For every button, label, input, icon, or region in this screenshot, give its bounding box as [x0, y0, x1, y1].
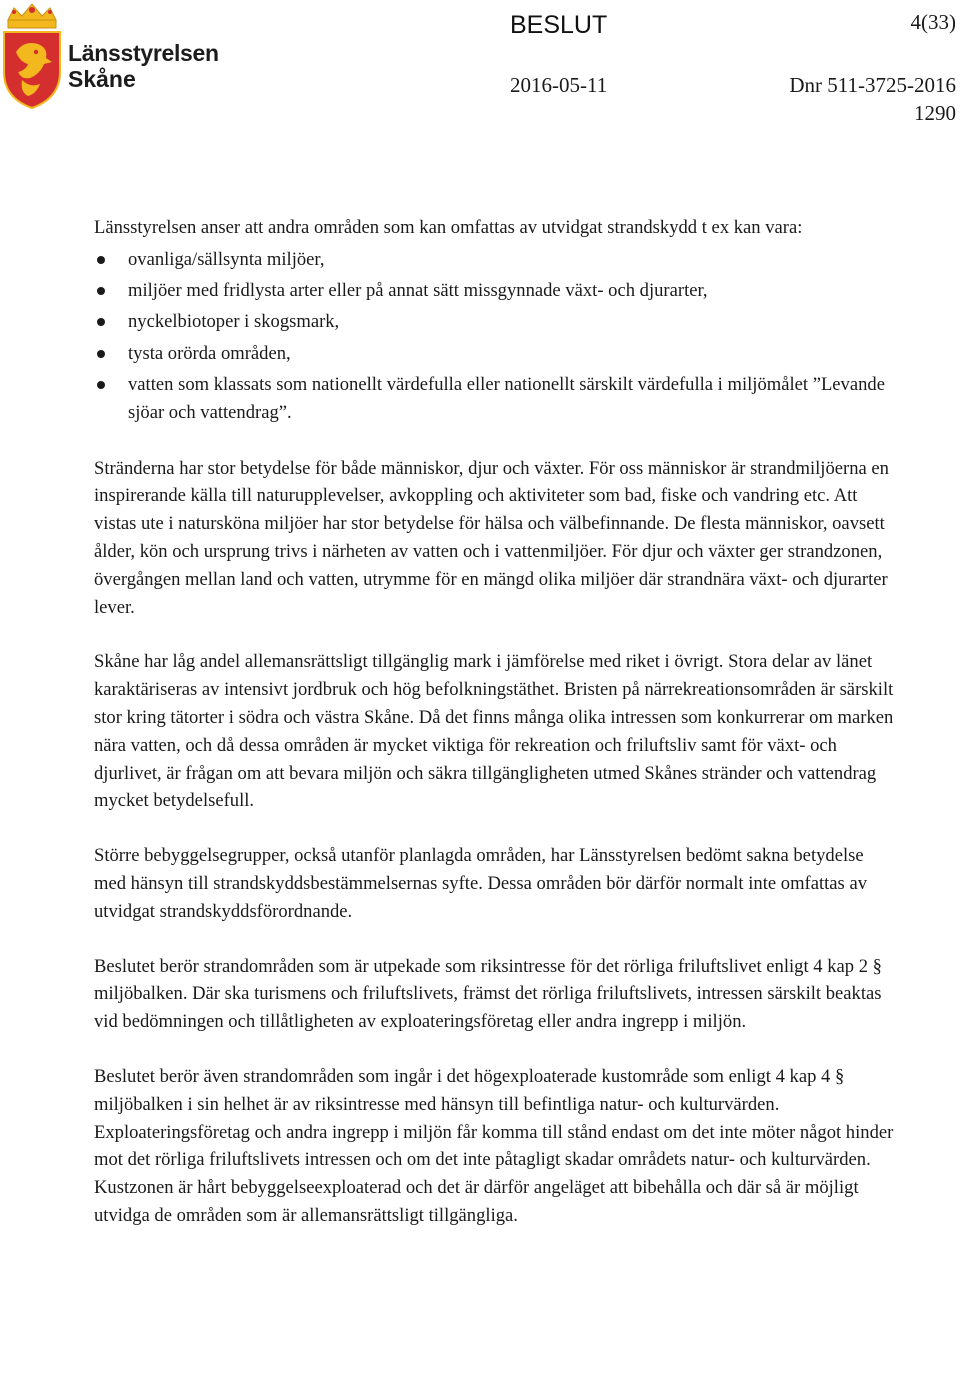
- bullet-icon: [97, 318, 105, 326]
- crest-icon: [0, 0, 64, 110]
- list-item-text: ovanliga/sällsynta miljöer,: [128, 248, 325, 270]
- document-type: BESLUT: [510, 11, 608, 39]
- logo-region: Skåne: [68, 66, 136, 92]
- document-body: [94, 214, 894, 1230]
- paragraph-national-interest: Beslutet berör strandområden som är utpekade som riksintresse för det rörliga friluftslivet enligt 4 kap 2 § miljöbalken. Där ska turismens och friluftslivets, främst det rörliga friluftslivets, intressen särskilt beaktas vid bedömningen och tillåtligheten av exploateringsföretag eller andra ingrepp i miljön.: [94, 955, 882, 1033]
- list-item: [94, 246, 894, 274]
- intro-paragraph: Länsstyrelsen anser att andra områden som kan omfattas av utvidgat strandskydd t ex kan vara:: [94, 217, 803, 238]
- document-reference-number: 1290: [914, 101, 956, 125]
- paragraph-settlements: Större bebyggelsegrupper, också utanför planlagda områden, har Länsstyrelsen bedömt sakna betydelse med hänsyn till strandskyddsbestämmelsernas syfte. Dessa områden bör därför normalt inte omfattas av utvidgat strandskyddsförordnande.: [94, 845, 867, 922]
- document-date: 2016-05-11: [510, 73, 608, 97]
- logo-name: Länsstyrelsen: [68, 40, 219, 66]
- list-item: [94, 308, 894, 336]
- page-number: 4(33): [910, 10, 956, 34]
- list-item-text: vatten som klassats som nationellt värdefulla eller nationellt särskilt värdefulla i miljömålet ”Levande sjöar och vattendrag”.: [128, 373, 885, 423]
- paragraph-shores: Stränderna har stor betydelse för både människor, djur och växter. För oss människor är strandmiljöerna en inspirerande källa till naturupplevelser, avkoppling och aktiviteter som bad, fiske och vandring etc. Att vistas ute i natursköna miljöer har stor betydelse för hälsa och välbefinnande. De flesta människor, oavsett ålder, kön och ursprung trivs i närheten av vatten och i vattenmiljöer. För djur och växter ger strandzonen, övergången mellan land och vatten, utrymme för en mängd olika miljöer där strandnära växt- och djurarter lever.: [94, 457, 889, 618]
- list-item-text: nyckelbiotoper i skogsmark,: [128, 311, 340, 333]
- lansstyrelsen-logo: [0, 0, 219, 112]
- list-item-text: miljöer med fridlysta arter eller på annat sätt missgynnade växt- och djurarter,: [128, 280, 708, 302]
- bullet-icon: [97, 350, 105, 358]
- paragraph-coastal-zone: Beslutet berör även strandområden som ingår i det högexploaterade kustområde som enligt 4 kap 4 § miljöbalken i sin helhet är av riksintresse med hänsyn till befintliga natur- och kulturvärden. Exploateringsföretag och andra ingrepp i miljön får komma till stånd endast om det inte möter något hinder mot det rörliga friluftslivets intressen och om det inte påtagligt skadar områdets natur- och kulturvärden. Kustzonen är hårt bebyggelseexploaterad och det är därför angeläget att bibehålla och där så är möjligt utvidga de områden som är allemansrättsligt tillgängliga.: [94, 1065, 894, 1226]
- document-reference: Dnr 511-3725-2016: [789, 73, 956, 97]
- list-item: [94, 340, 894, 368]
- list-item-text: tysta orörda områden,: [128, 342, 291, 364]
- bullet-list: [94, 246, 894, 427]
- bullet-icon: [97, 287, 105, 295]
- bullet-icon: [97, 256, 105, 264]
- list-item: [94, 371, 894, 427]
- list-item: [94, 277, 894, 305]
- bullet-icon: [97, 381, 105, 389]
- paragraph-skane-land: Skåne har låg andel allemansrättsligt tillgänglig mark i jämförelse med riket i övrigt. Stora delar av länet karaktäriseras av intensivt jordbruk och hög befolkningstäthet. Bristen på närrekreationsområden är särskilt stor kring tätorter i södra och västra Skåne. Då det finns många olika intressen som konkurrerar om marken nära vatten, och då dessa områden är mycket viktiga för rekreation och friluftsliv samt för växt- och djurlivet, är frågan om att bevara miljön och säkra tillgängligheten utmed Skånes stränder och vattendrag mycket betydelsefull.: [94, 651, 894, 812]
